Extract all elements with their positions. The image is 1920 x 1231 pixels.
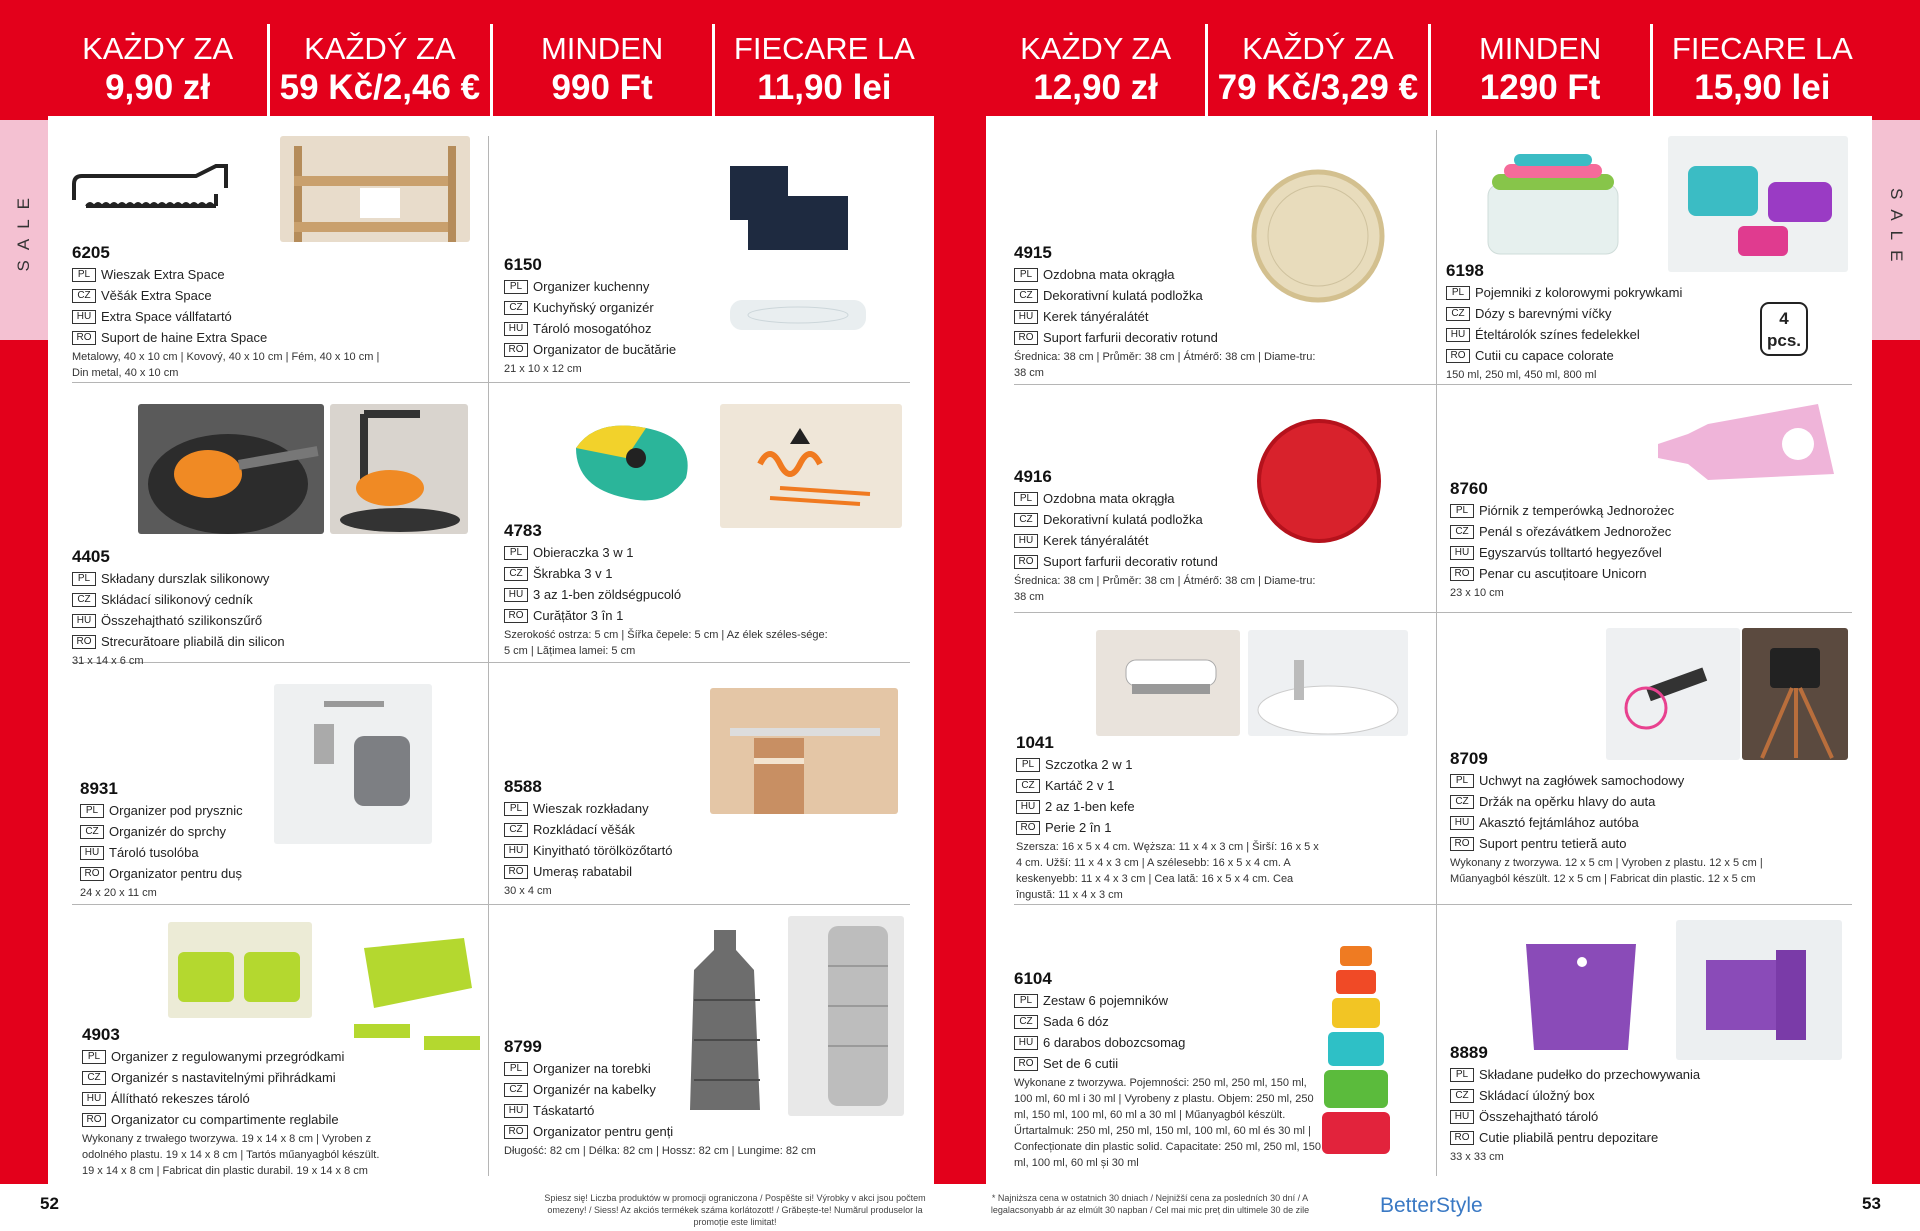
- lang-tag-pl: PL: [72, 268, 96, 282]
- colander-rinse-image: [330, 404, 468, 534]
- product-8709: [1450, 748, 1780, 887]
- lang-tag-pl: PL: [1016, 758, 1040, 772]
- product-6104: [1014, 968, 1324, 1171]
- lang-tag-cz: CZ: [504, 567, 528, 581]
- product-name-hu: Állítható rekeszes tároló: [111, 1091, 250, 1106]
- row-divider: [72, 904, 910, 905]
- lang-tag-ro: RO: [1450, 1131, 1474, 1145]
- brand-logo: BetterStyle: [1380, 1194, 1483, 1217]
- footer-strip: [0, 1184, 1920, 1231]
- lang-tag-cz: CZ: [1446, 307, 1470, 321]
- product-name-ro: Curățător 3 în 1: [533, 608, 624, 623]
- lang-tag-pl: PL: [504, 280, 528, 294]
- product-8588: [504, 776, 814, 899]
- lang-tag-ro: RO: [80, 867, 104, 881]
- headrest-phone-holder-image: [1742, 628, 1848, 760]
- lang-tag-ro: RO: [504, 609, 528, 623]
- product-name-cz: Kartáč 2 v 1: [1045, 778, 1115, 793]
- product-dimensions: 24 x 20 x 11 cm: [80, 887, 157, 899]
- page-number-right: 53: [1862, 1194, 1881, 1213]
- lang-tag-ro: RO: [1014, 331, 1038, 345]
- product-4903: [82, 1024, 392, 1179]
- product-name-cz: Dekorativní kulatá podložka: [1043, 288, 1203, 303]
- drawer-organizer-image: [168, 922, 312, 1018]
- lang-tag-cz: CZ: [1016, 779, 1040, 793]
- product-name-pl: Składane pudełko do przechowywania: [1479, 1067, 1701, 1082]
- lang-tag-cz: CZ: [80, 825, 104, 839]
- bunk-bed-image: [280, 136, 470, 242]
- product-name-cz: Organizér s nastavitelnými přihrádkami: [111, 1070, 336, 1085]
- product-name-ro: Suport farfurii decorativ rotund: [1043, 330, 1218, 345]
- lang-tag-ro: RO: [504, 343, 528, 357]
- lang-tag-hu: HU: [1450, 546, 1474, 560]
- row-divider: [1014, 904, 1852, 905]
- product-6150: [504, 254, 814, 377]
- lang-tag-hu: HU: [82, 1092, 106, 1106]
- lang-tag-pl: PL: [1450, 504, 1474, 518]
- food-container-stack-image: [1478, 148, 1630, 264]
- product-name-hu: Tároló mosogatóhoz: [533, 321, 652, 336]
- lang-tag-cz: CZ: [504, 301, 528, 315]
- six-container-tower-image: [1316, 934, 1396, 1184]
- column-divider: [1436, 130, 1437, 1176]
- vegetable-slices-image: [720, 404, 902, 528]
- product-name-ro: Organizator pentru duș: [109, 866, 242, 881]
- product-code: 8799: [504, 1037, 542, 1056]
- price-cell: MINDEN 990 Ft: [493, 24, 712, 116]
- product-name-cz: Skládací úložný box: [1479, 1088, 1595, 1103]
- product-name-ro: Suport farfurii decorativ rotund: [1043, 554, 1218, 569]
- lang-tag-hu: HU: [1450, 1110, 1474, 1124]
- product-name-cz: Sada 6 dóz: [1043, 1014, 1109, 1029]
- product-dimensions: Szersza: 16 x 5 x 4 cm. Węższa: 11 x 4 x 3 cm | Širší: 16 x 5 x 4 cm. Užší: 11 x 4 x 3 cm | A szélesebb: 16 x 5 x 4 cm. A keskenyebb: 11 x 4 x 3 cm | Cea lată: 16 x 5 x 4 cm. Cea îngustă: 11 x 4 x 3 cm: [1016, 841, 1319, 901]
- product-name-pl: Wieszak rozkładany: [533, 801, 649, 816]
- lang-tag-pl: PL: [80, 804, 104, 818]
- product-name-pl: Uchwyt na zagłówek samochodowy: [1479, 773, 1685, 788]
- product-8931: [80, 778, 390, 901]
- product-name-hu: 2 az 1-ben kefe: [1045, 799, 1135, 814]
- peeler-image: [566, 408, 706, 518]
- product-dimensions: 33 x 33 cm: [1450, 1151, 1504, 1163]
- lang-tag-cz: CZ: [1450, 525, 1474, 539]
- product-code: 1041: [1016, 733, 1054, 752]
- product-name-pl: Piórnik z temperówką Jednorożec: [1479, 503, 1675, 518]
- lang-tag-cz: CZ: [1450, 795, 1474, 809]
- product-name-pl: Organizer na torebki: [533, 1061, 651, 1076]
- lang-tag-cz: CZ: [1014, 513, 1038, 527]
- product-name-pl: Składany durszlak silikonowy: [101, 571, 270, 586]
- product-1041: [1016, 732, 1326, 903]
- product-8799: [504, 1036, 834, 1159]
- lang-tag-hu: HU: [1450, 816, 1474, 830]
- product-name-ro: Strecurătoare pliabilă din silicon: [101, 634, 285, 649]
- product-name-hu: Összehajtható tároló: [1479, 1109, 1599, 1124]
- product-dimensions: Średnica: 38 cm | Průměr: 38 cm | Átmérő: 38 cm | Diame-tru: 38 cm: [1014, 351, 1316, 379]
- product-6198: [1446, 260, 1756, 383]
- brush-sink-image: [1248, 630, 1408, 736]
- product-name-hu: Kerek tányéralátét: [1043, 533, 1149, 548]
- product-code: 8889: [1450, 1043, 1488, 1062]
- product-code: 6104: [1014, 969, 1052, 988]
- product-dimensions: Wykonany z trwałego tworzywa. 19 x 14 x 8 cm | Vyroben z odolného plastu. 19 x 14 x 8 cm | Tartós műanyagból készült. 19 x 14 x 8 cm | Fabricat din plastic durabil. 19 x 14 x 8 cm: [82, 1133, 380, 1177]
- product-name-hu: Kinyitható törölközőtartó: [533, 843, 673, 858]
- lang-tag-hu: HU: [1016, 800, 1040, 814]
- product-name-pl: Ozdobna mata okrągła: [1043, 491, 1175, 506]
- column-divider: [488, 136, 489, 1176]
- product-name-cz: Držák na opěrku hlavy do auta: [1479, 794, 1656, 809]
- top-red-band: [0, 0, 1920, 24]
- product-name-pl: Obieraczka 3 w 1: [533, 545, 634, 560]
- price-cell: KAŻDY ZA 9,90 zł: [48, 24, 267, 116]
- price-cell: KAŽDÝ ZA 79 Kč/3,29 €: [1208, 24, 1427, 116]
- lang-tag-cz: CZ: [1450, 1089, 1474, 1103]
- lang-tag-ro: RO: [1016, 821, 1040, 835]
- lang-tag-hu: HU: [504, 1104, 528, 1118]
- headrest-hook-image: [1606, 628, 1740, 760]
- lang-tag-hu: HU: [72, 614, 96, 628]
- product-name-pl: Organizer pod prysznic: [109, 803, 243, 818]
- product-6205: [72, 242, 382, 381]
- product-code: 6205: [72, 243, 110, 262]
- product-name-hu: Extra Space vállfatartó: [101, 309, 232, 324]
- lang-tag-hu: HU: [504, 322, 528, 336]
- price-cell: FIECARE LA 11,90 lei: [715, 24, 934, 116]
- lang-tag-cz: CZ: [1014, 289, 1038, 303]
- product-code: 8709: [1450, 749, 1488, 768]
- colander-sink-image: [138, 404, 324, 534]
- lang-tag-hu: HU: [80, 846, 104, 860]
- product-name-pl: Ozdobna mata okrągła: [1043, 267, 1175, 282]
- price-cell: FIECARE LA 15,90 lei: [1653, 24, 1872, 116]
- sale-side-tab-left: SALE: [0, 120, 48, 340]
- catalog-page-53: [986, 24, 1872, 1184]
- lang-tag-cz: CZ: [504, 823, 528, 837]
- product-name-pl: Wieszak Extra Space: [101, 267, 225, 282]
- product-code: 4915: [1014, 243, 1052, 262]
- product-dimensions: Średnica: 38 cm | Průměr: 38 cm | Átmérő: 38 cm | Diame-tru: 38 cm: [1014, 575, 1316, 603]
- product-8760: [1450, 478, 1760, 601]
- product-4915: [1014, 242, 1324, 381]
- product-name-hu: Tároló tusolóba: [109, 845, 199, 860]
- product-dimensions: Długość: 82 cm | Délka: 82 cm | Hossz: 82 cm | Lungime: 82 cm: [504, 1145, 816, 1157]
- product-code: 4903: [82, 1025, 120, 1044]
- product-name-hu: Egyszarvús tolltartó hegyezővel: [1479, 545, 1662, 560]
- product-name-cz: Rozkládací věšák: [533, 822, 635, 837]
- lang-tag-pl: PL: [1014, 994, 1038, 1008]
- product-name-hu: 3 az 1-ben zöldségpucoló: [533, 587, 682, 602]
- lang-tag-pl: PL: [1014, 492, 1038, 506]
- lang-tag-ro: RO: [1450, 567, 1474, 581]
- product-dimensions: Wykonane z tworzywa. Pojemności: 250 ml, 250 ml, 150 ml, 100 ml, 60 ml i 30 ml | Vyrobeny z plastu. Objem: 250 ml, 250 ml, 150 ml, 100 ml, 60 ml a 30 ml | Műanyagból készült. Űrtartalmuk: 250 ml, 250 ml, 150 ml, 100 ml, 60 ml és 30 ml | Confecționate din plastic solid. Capacitate: 250 ml, 250 ml, 150 ml, 100 ml, 60 ml și 30 ml: [1014, 1077, 1321, 1169]
- product-dimensions: 23 x 10 cm: [1450, 587, 1504, 599]
- catalog-page-52: [48, 24, 934, 1184]
- product-name-hu: 6 darabos dobozcsomag: [1043, 1035, 1186, 1050]
- product-dimensions: Metalowy, 40 x 10 cm | Kovový, 40 x 10 cm | Fém, 40 x 10 cm | Din metal, 40 x 10 cm: [72, 351, 380, 379]
- lang-tag-ro: RO: [1446, 349, 1470, 363]
- product-name-ro: Set de 6 cutii: [1043, 1056, 1119, 1071]
- product-name-hu: Akasztó fejtámlához autóba: [1479, 815, 1639, 830]
- product-name-cz: Organizér na kabelky: [533, 1082, 656, 1097]
- product-code: 4783: [504, 521, 542, 540]
- product-name-pl: Pojemniki z kolorowymi pokrywkami: [1475, 285, 1683, 300]
- lang-tag-hu: HU: [1014, 1036, 1038, 1050]
- lang-tag-pl: PL: [1446, 286, 1470, 300]
- sale-side-tab-right: SALE: [1872, 120, 1920, 340]
- product-name-ro: Organizator cu compartimente reglabile: [111, 1112, 339, 1127]
- lang-tag-ro: RO: [1450, 837, 1474, 851]
- storage-box-shelf-image: [1676, 920, 1842, 1060]
- product-name-pl: Zestaw 6 pojemników: [1043, 993, 1168, 1008]
- lang-tag-hu: HU: [504, 588, 528, 602]
- lang-tag-ro: RO: [82, 1113, 106, 1127]
- lang-tag-pl: PL: [504, 1062, 528, 1076]
- product-name-pl: Organizer z regulowanymi przegródkami: [111, 1049, 345, 1064]
- lang-tag-cz: CZ: [82, 1071, 106, 1085]
- product-name-cz: Organizér do sprchy: [109, 824, 227, 839]
- hanger-rack-image: [66, 148, 236, 238]
- product-name-cz: Škrabka 3 v 1: [533, 566, 613, 581]
- product-code: 8588: [504, 777, 542, 796]
- product-code: 8931: [80, 779, 118, 798]
- lang-tag-cz: CZ: [72, 289, 96, 303]
- product-code: 6150: [504, 255, 542, 274]
- lang-tag-pl: PL: [1014, 268, 1038, 282]
- product-name-ro: Cutie pliabilă pentru depozitare: [1479, 1130, 1659, 1145]
- storage-box-image: [1516, 934, 1646, 1054]
- row-divider: [1014, 612, 1852, 613]
- footer-note-left: Spiesz się! Liczba produktów w promocji ograniczona / Pospěšte si! Výrobky v akci jsou počtem omezeny! / Siess! Az akciós termékek száma korlátozott! / Grăbește-te! Numărul produselor la promoție este limitat!: [544, 1193, 926, 1227]
- product-code: 8760: [1450, 479, 1488, 498]
- product-name-ro: Organizator pentru genți: [533, 1124, 674, 1139]
- product-code: 6198: [1446, 261, 1484, 280]
- lang-tag-hu: HU: [504, 844, 528, 858]
- product-code: 4405: [72, 547, 110, 566]
- product-dimensions: 150 ml, 250 ml, 450 ml, 800 ml: [1446, 369, 1597, 381]
- product-8889: [1450, 1042, 1760, 1165]
- product-name-pl: Szczotka 2 w 1: [1045, 757, 1133, 772]
- product-4405: [72, 546, 382, 669]
- quantity-badge: 4 pcs.: [1760, 302, 1808, 356]
- lang-tag-ro: RO: [72, 635, 96, 649]
- lang-tag-pl: PL: [1450, 1068, 1474, 1082]
- row-divider: [1014, 384, 1852, 385]
- product-name-ro: Perie 2 în 1: [1045, 820, 1112, 835]
- lang-tag-pl: PL: [1450, 774, 1474, 788]
- food-containers-filled-image: [1668, 136, 1848, 272]
- lang-tag-ro: RO: [504, 1125, 528, 1139]
- lang-tag-cz: CZ: [72, 593, 96, 607]
- lang-tag-ro: RO: [1014, 555, 1038, 569]
- product-name-hu: Kerek tányéralátét: [1043, 309, 1149, 324]
- product-name-cz: Dózy s barevnými víčky: [1475, 306, 1612, 321]
- lang-tag-ro: RO: [504, 865, 528, 879]
- product-name-cz: Penál s ořezávátkem Jednorožec: [1479, 524, 1672, 539]
- product-name-ro: Cutii cu capace colorate: [1475, 348, 1614, 363]
- product-name-pl: Organizer kuchenny: [533, 279, 650, 294]
- lang-tag-hu: HU: [1014, 534, 1038, 548]
- product-name-ro: Umeraș rabatabil: [533, 864, 632, 879]
- product-name-cz: Věšák Extra Space: [101, 288, 212, 303]
- product-dimensions: 30 x 4 cm: [504, 885, 552, 897]
- lang-tag-pl: PL: [72, 572, 96, 586]
- product-name-ro: Penar cu ascuțitoare Unicorn: [1479, 566, 1647, 581]
- brush-demo-image: [1096, 630, 1240, 736]
- lang-tag-cz: CZ: [1014, 1015, 1038, 1029]
- product-4916: [1014, 466, 1324, 605]
- lang-tag-pl: PL: [504, 802, 528, 816]
- lang-tag-cz: CZ: [504, 1083, 528, 1097]
- row-divider: [72, 382, 910, 383]
- product-dimensions: Szerokość ostrza: 5 cm | Šířka čepele: 5 cm | Az élek széles-sége: 5 cm | Lățimea lamei: 5 cm: [504, 629, 828, 657]
- lang-tag-hu: HU: [1446, 328, 1470, 342]
- product-name-hu: Ételtárolók színes fedelekkel: [1475, 327, 1640, 342]
- price-cell: KAŻDY ZA 12,90 zł: [986, 24, 1205, 116]
- lang-tag-hu: HU: [72, 310, 96, 324]
- lang-tag-hu: HU: [1014, 310, 1038, 324]
- product-name-hu: Táskatartó: [533, 1103, 595, 1118]
- lang-tag-ro: RO: [72, 331, 96, 345]
- product-name-cz: Dekorativní kulatá podložka: [1043, 512, 1203, 527]
- product-4783: [504, 520, 834, 659]
- product-name-hu: Összehajtható szilikonszűrő: [101, 613, 263, 628]
- lang-tag-ro: RO: [1014, 1057, 1038, 1071]
- product-name-ro: Suport pentru tetieră auto: [1479, 836, 1627, 851]
- product-name-ro: Organizator de bucătărie: [533, 342, 677, 357]
- price-header-right: [986, 24, 1872, 116]
- product-name-ro: Suport de haine Extra Space: [101, 330, 268, 345]
- page-number-left: 52: [40, 1194, 59, 1213]
- lang-tag-pl: PL: [504, 546, 528, 560]
- price-header-left: [48, 24, 934, 116]
- product-dimensions: 21 x 10 x 12 cm: [504, 363, 582, 375]
- product-code: 4916: [1014, 467, 1052, 486]
- lang-tag-pl: PL: [82, 1050, 106, 1064]
- product-dimensions: Wykonany z tworzywa. 12 x 5 cm | Vyroben z plastu. 12 x 5 cm | Műanyagból készült. 12 x 5 cm | Fabricat din plastic. 12 x 5 cm: [1450, 857, 1763, 885]
- product-name-cz: Kuchyňský organizér: [533, 300, 654, 315]
- price-cell: MINDEN 1290 Ft: [1431, 24, 1650, 116]
- product-name-cz: Skládací silikonový cedník: [101, 592, 253, 607]
- footer-note-right: * Najniższa cena w ostatnich 30 dniach / Nejnižší cena za posledních 30 dní / A legalacsonyabb ár az elmúlt 30 napban / Cel mai mic preț din ultimele 30 de zile: [990, 1193, 1310, 1215]
- product-dimensions: 31 x 14 x 6 cm: [72, 655, 144, 667]
- price-cell: KAŽDÝ ZA 59 Kč/2,46 €: [270, 24, 489, 116]
